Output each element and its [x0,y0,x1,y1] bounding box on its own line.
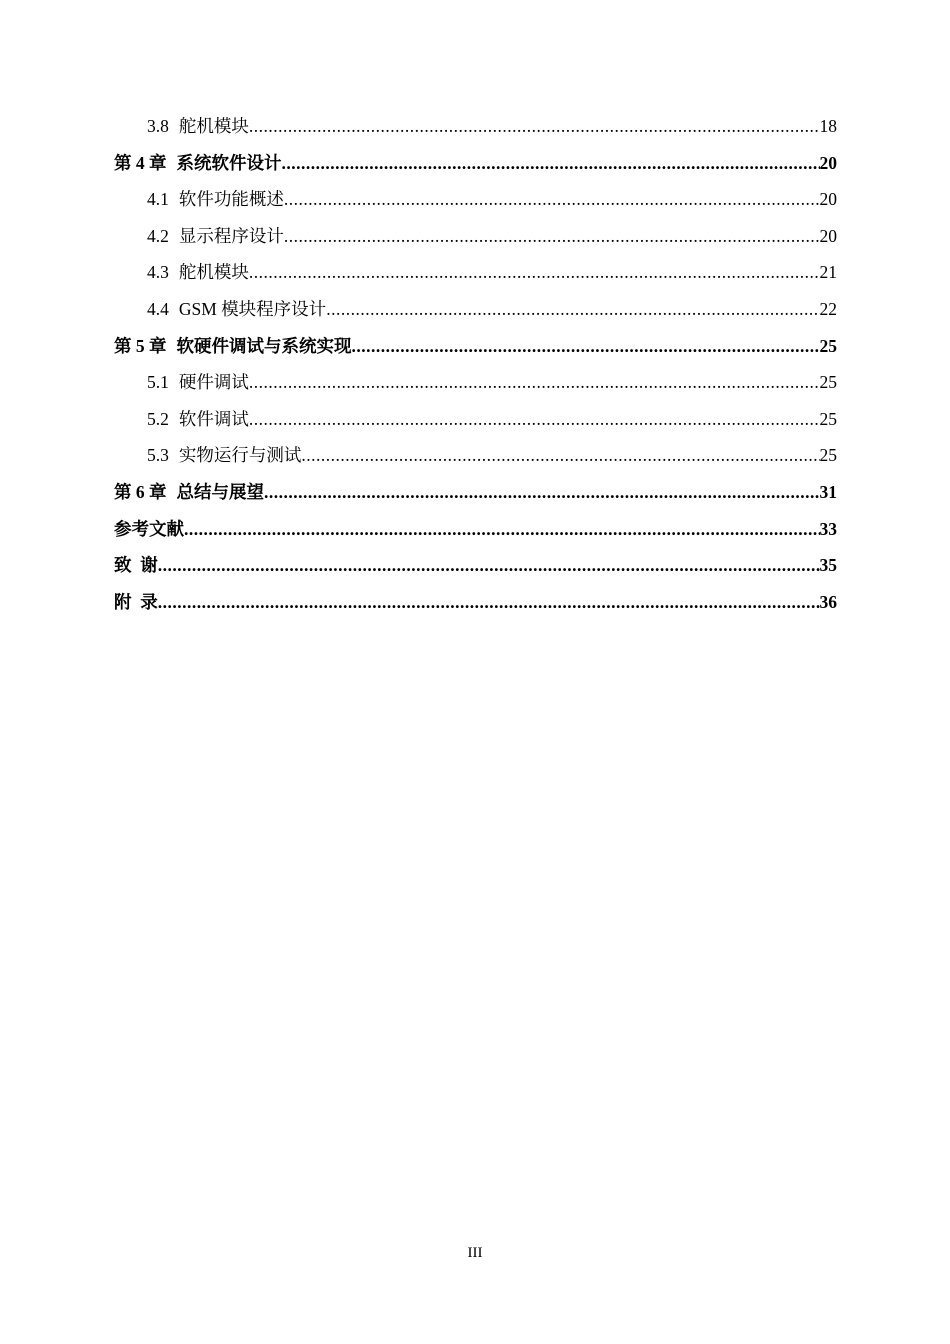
toc-entry-5-2[interactable] [114,401,837,438]
toc-page-number: 25 [819,372,837,393]
toc-entry-title: 参考文献 [114,518,184,539]
toc-page-number: 21 [819,262,837,283]
toc-page-number: 25 [819,408,837,429]
toc-page-number: 35 [819,555,837,576]
toc-dot-leader [158,584,820,621]
toc-dot-leader [249,401,820,438]
toc-page-number: 33 [819,518,837,539]
toc-page-number: 18 [819,116,837,136]
toc-page-number: 20 [819,225,837,246]
toc-page-number: 31 [819,481,837,502]
toc-dot-leader [184,511,820,548]
toc-dot-leader [264,474,820,511]
toc-page-number: 25 [819,335,837,356]
toc-entry-title: 4.3 舵机模块 [147,262,249,283]
toc-entry-title: 第 6 章 总结与展望 [114,481,264,502]
toc-entry-title: 4.2 显示程序设计 [147,225,284,246]
toc-entry-references[interactable] [114,511,837,548]
toc-page-number: 20 [819,189,837,210]
toc-entry-chapter-6[interactable] [114,474,837,511]
toc-entry-acknowledgements[interactable] [114,547,837,584]
toc-dot-leader [301,437,819,474]
toc-entry-3-8[interactable] [114,108,837,145]
toc-entry-5-1[interactable] [114,364,837,401]
toc-dot-leader [326,291,819,328]
toc-entry-title: 4.1 软件功能概述 [147,189,284,210]
toc-entry-chapter-4[interactable] [114,145,837,182]
toc-entry-4-3[interactable] [114,254,837,291]
toc-entry-4-1[interactable] [114,181,837,218]
toc-dot-leader [284,218,820,255]
toc-dot-leader [352,328,820,365]
toc-entry-appendix[interactable] [114,584,837,621]
toc-entry-title: 5.2 软件调试 [147,408,249,429]
toc-dot-leader [249,364,820,401]
toc-entry-title: 附 录 [114,591,158,612]
toc-dot-leader [284,181,820,218]
toc-page-number: 25 [819,445,837,466]
toc-entry-title: 5.1 硬件调试 [147,372,249,393]
toc-entry-title: 第 4 章 系统软件设计 [114,152,282,173]
toc-dot-leader [282,145,820,182]
toc-dot-leader [158,547,820,584]
toc-entry-title: 5.3 实物运行与测试 [147,445,302,466]
toc-dot-leader [249,254,820,291]
toc-entry-title: 第 5 章 软硬件调试与系统实现 [114,335,352,356]
toc-entry-4-2[interactable] [114,218,837,255]
table-of-contents [114,108,837,620]
toc-entry-title: 致 谢 [114,555,158,576]
toc-entry-4-4[interactable] [114,291,837,328]
toc-page-number: 22 [819,298,837,319]
toc-dot-leader [249,108,820,145]
toc-entry-chapter-5[interactable] [114,328,837,365]
toc-page-number: 20 [819,152,837,173]
toc-entry-5-3[interactable] [114,437,837,474]
footer-page-number: III [467,1245,483,1261]
toc-page-number: 36 [819,591,837,612]
toc-entry-title: 3.8 舵机模块 [147,116,249,136]
toc-entry-title: 4.4 GSM 模块程序设计 [147,298,327,319]
